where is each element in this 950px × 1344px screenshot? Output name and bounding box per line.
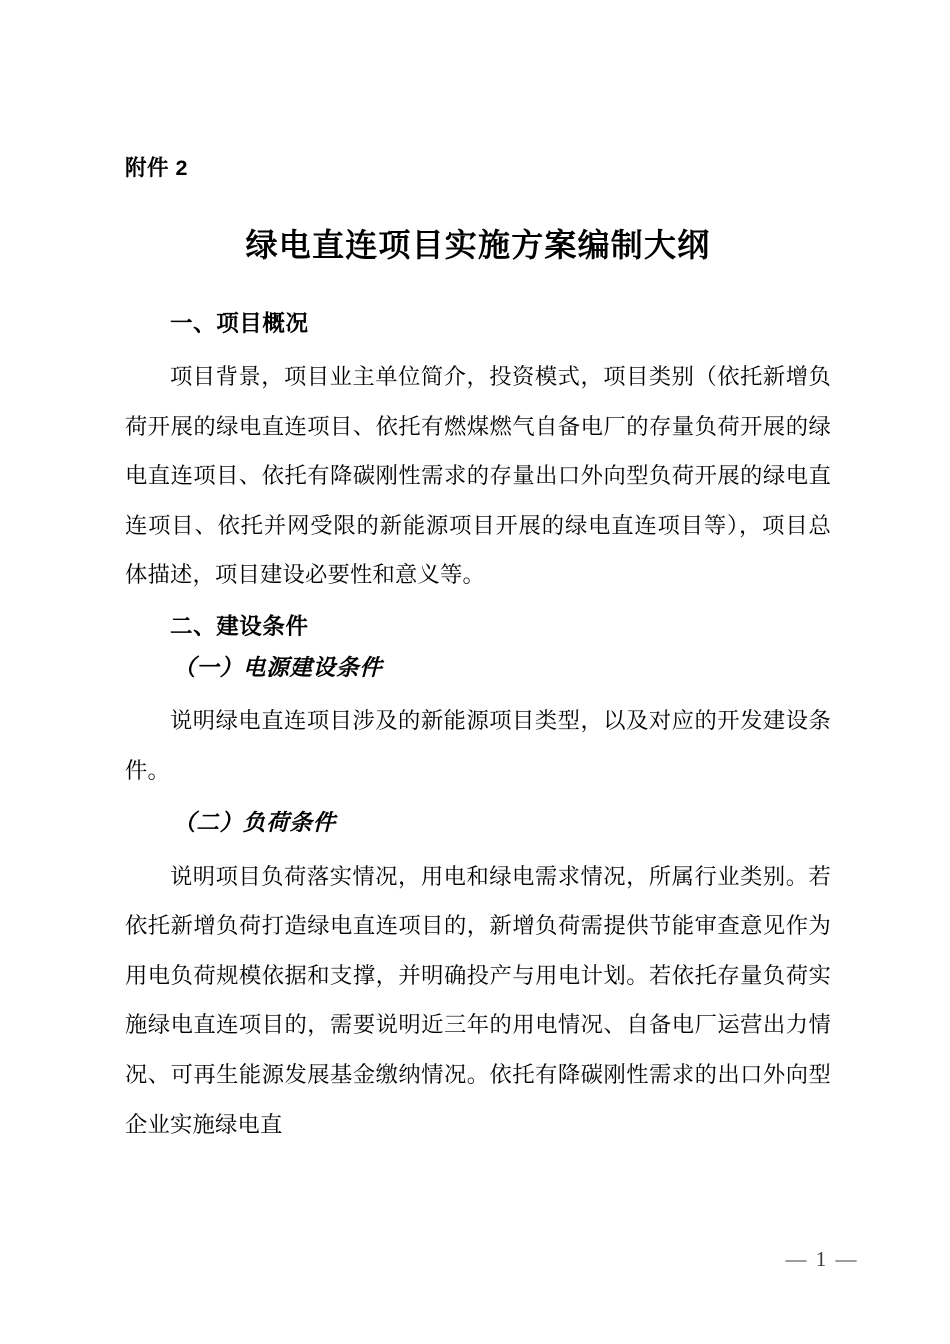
page-title: 绿电直连项目实施方案编制大纲 [245, 226, 711, 263]
spacer-after-title [125, 265, 831, 313]
spacer [125, 335, 831, 352]
section-heading-1: 一、项目概况 [170, 310, 309, 336]
spacer [125, 835, 831, 852]
spacer [125, 639, 831, 657]
subsection-paragraph-2-2: 说明项目负荷落实情况，用电和绿电需求情况，所属行业类别。若依托新增负荷打造绿电直连项目的，新增负荷需提供节能审查意见作为用电负荷规模依据和支撑，并明确投产与用电计划。若依托存量负荷实施绿电直连项目的，需要说明近三年的用电情况、自备电厂运营出力情况、可再生能源发展基金缴纳情况。依托有降碳刚性需求的出口外向型企业实施绿电直 [125, 863, 831, 1137]
subsection-heading-2-1: （一）电源建设条件 [173, 654, 383, 680]
page-footer [0, 1222, 950, 1297]
attachment-label: 附件 2 [125, 156, 188, 180]
document-content [125, 0, 831, 1149]
section-paragraph-1: 项目背景，项目业主单位简介，投资模式，项目类别（依托新增负荷开展的绿电直连项目、依托有燃煤燃气自备电厂的存量负荷开展的绿电直连项目、依托有降碳刚性需求的存量出口外向型负荷开展的绿电直连项目、依托并网受限的新能源项目开展的绿电直连项目等），项目总体描述，项目建设必要性和意义等。 [125, 364, 831, 588]
section-heading-2: 二、建设条件 [170, 614, 309, 639]
subsection-paragraph-2-1: 说明绿电直连项目涉及的新能源项目类型，以及对应的开发建设条件。 [125, 708, 831, 783]
page-number: — 1 — [785, 1247, 859, 1271]
subsection-heading-2-2: （二）负荷条件 [173, 810, 337, 836]
spacer [125, 679, 831, 696]
